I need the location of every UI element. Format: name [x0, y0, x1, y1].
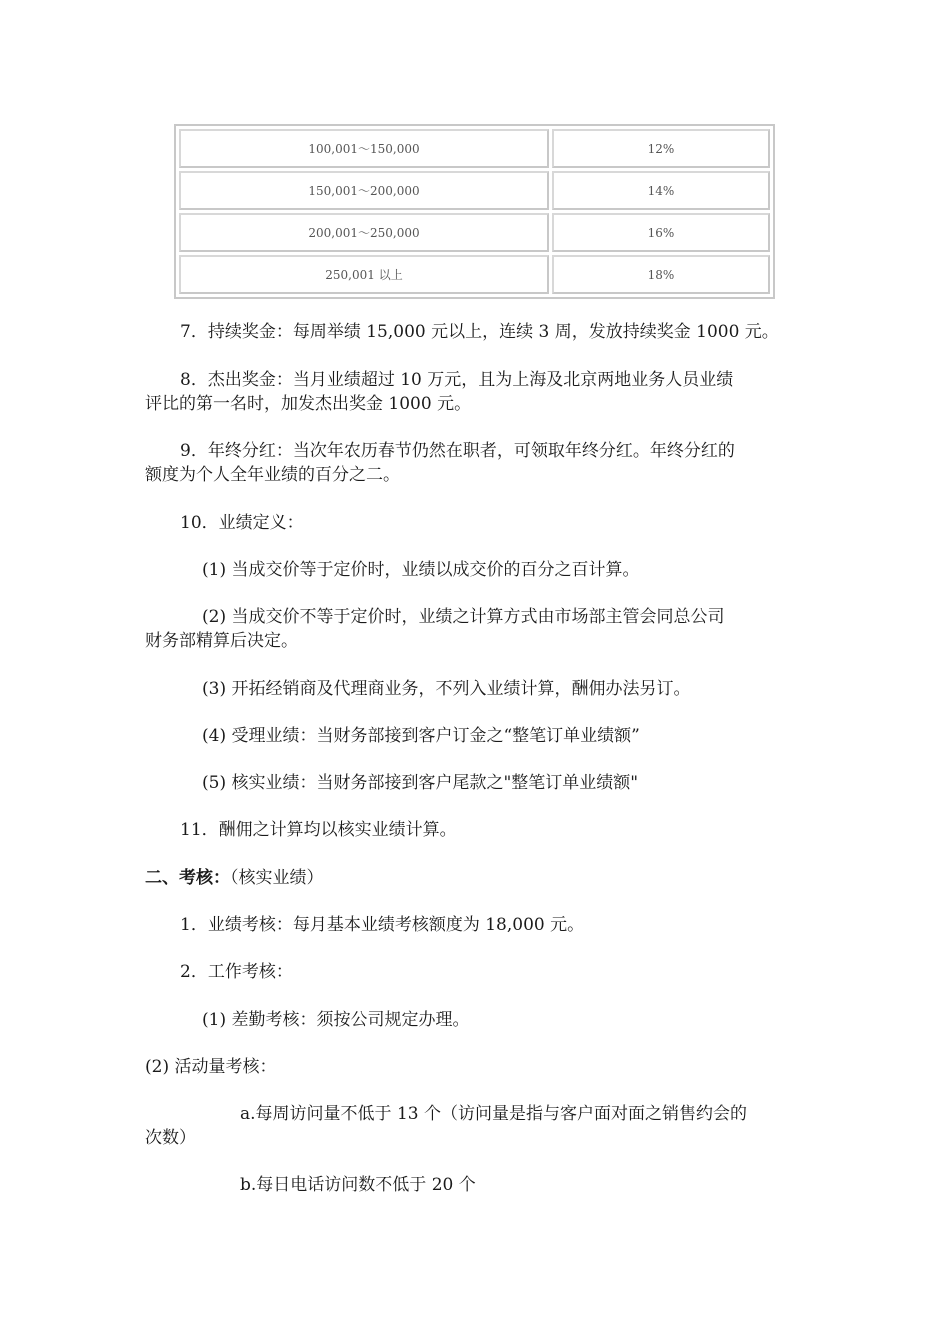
table-cell-range: 250,001 以上 [179, 255, 549, 294]
item-11-commission-basis: 11．酬佣之计算均以核实业绩计算。 [180, 820, 457, 840]
table-row [179, 129, 770, 168]
activity-item-a-line1: a.每周访问量不低于 13 个（访问量是指与客户面对面之销售约会的 [240, 1104, 747, 1124]
section-2-item-2: 2．工作考核： [180, 962, 293, 982]
section-2-item-1: 1．业绩考核：每月基本业绩考核额度为 18,000 元。 [180, 915, 585, 935]
table-row [179, 213, 770, 252]
table-row [179, 171, 770, 210]
item-8-outstanding-bonus-line1: 8．杰出奖金：当月业绩超过 10 万元，且为上海及北京两地业务人员业绩 [180, 370, 734, 390]
item-10-performance-definition: 10．业绩定义： [180, 513, 304, 533]
item-9-year-end-bonus-line1: 9．年终分红：当次年农历春节仍然在职者，可领取年终分红。年终分红的 [180, 441, 735, 461]
item-10-sub-4: (4) 受理业绩：当财务部接到客户订金之“整笔订单业绩额” [202, 726, 640, 746]
table-cell-range: 100,001～150,000 [179, 129, 549, 168]
activity-item-a-line2: 次数） [145, 1128, 196, 1148]
item-10-sub-2-line1: (2) 当成交价不等于定价时，业绩之计算方式由市场部主管会同总公司 [202, 607, 725, 627]
table-cell-rate: 12% [552, 129, 770, 168]
section-2-heading [145, 866, 324, 890]
table-cell-rate: 14% [552, 171, 770, 210]
item-10-sub-5: (5) 核实业绩：当财务部接到客户尾款之"整笔订单业绩额" [202, 773, 639, 793]
table-cell-range: 200,001～250,000 [179, 213, 549, 252]
item-10-sub-2-line2: 财务部精算后决定。 [145, 631, 298, 651]
section-2-subtitle: （核实业绩） [230, 868, 324, 888]
item-9-year-end-bonus-line2: 额度为个人全年业绩的百分之二。 [145, 465, 400, 485]
table-cell-rate: 16% [552, 213, 770, 252]
table-row [179, 255, 770, 294]
item-8-outstanding-bonus-line2: 评比的第一名时，加发杰出奖金 1000 元。 [145, 394, 472, 414]
activity-item-b: b.每日电话访问数不低于 20 个 [240, 1175, 476, 1195]
table-cell-rate: 18% [552, 255, 770, 294]
table-cell-range: 150,001～200,000 [179, 171, 549, 210]
section-2-item-2-sub-1: (1) 差勤考核：须按公司规定办理。 [202, 1010, 470, 1030]
item-10-sub-3: (3) 开拓经销商及代理商业务，不列入业绩计算，酬佣办法另订。 [202, 679, 691, 699]
item-10-sub-1: (1) 当成交价等于定价时，业绩以成交价的百分之百计算。 [202, 560, 640, 580]
section-2-item-2-sub-2: (2) 活动量考核： [145, 1057, 277, 1077]
section-2-title: 二、考核： [145, 868, 230, 888]
commission-rate-table [174, 124, 775, 299]
item-7-continuous-bonus: 7．持续奖金：每周举绩 15,000 元以上，连续 3 周，发放持续奖金 1000 元。 [180, 322, 779, 342]
